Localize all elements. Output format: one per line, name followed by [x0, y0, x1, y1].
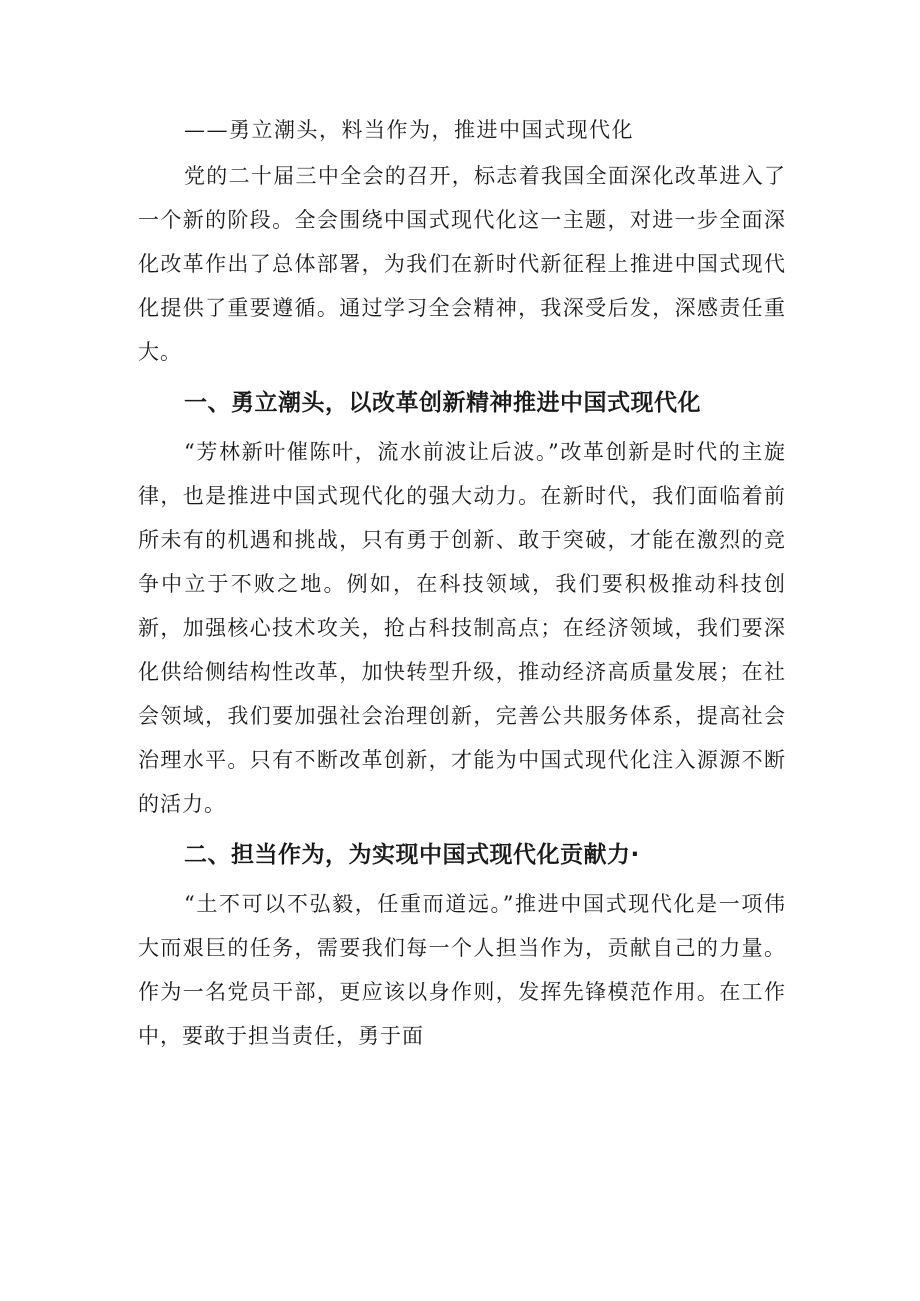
section-1-heading: 一、勇立潮头，以改革创新精神推进中国式现代化	[184, 390, 701, 416]
section-1-paragraph: “芳林新叶催陈叶，流水前波让后波。”改革创新是时代的主旋律，也是推进中国式现代化的强大动力。在新时代，我们面临着前所未有的机遇和挑战，只有勇于创新、敢于突破，才能在激烈的竞争中立于不败之地。例如，在科技领域，我们要积极推动科技创新，加强核心技术攻关，抢占科技制高点；在经济领域，我们要深化供给侧结构性改革，加快转型升级，推动经济高质量发展；在社会领域，我们要加强社会治理创新，完善公共服务体系，提高社会治理水平。只有不断改革创新，才能为中国式现代化注入源源不断的活力。	[138, 440, 786, 816]
document-subtitle: ——勇立潮头，料当作为，推进中国式现代化	[184, 118, 634, 142]
section-2-paragraph: “土不可以不弘毅，任重而道远。”推进中国式现代化是一项伟大而艰巨的任务，需要我们每一个人担当作为，贡献自己的力量。作为一名党员干部，更应该以身作则，发挥先锋模范作用。在工作中，要敢于担当责任，勇于面	[138, 892, 786, 1048]
document-body	[138, 112, 786, 1058]
section-2-heading: 二、担当作为，为实现中国式现代化贡献力·	[184, 842, 640, 868]
intro-paragraph: 党的二十届三中全会的召开，标志着我国全面深化改革进入了一个新的阶段。全会围绕中国式现代化这一主题，对进一步全面深化改革作出了总体部署，为我们在新时代新征程上推进中国式现代化提供了重要遵循。通过学习全会精神，我深受后发，深感责任重大。	[138, 164, 786, 364]
